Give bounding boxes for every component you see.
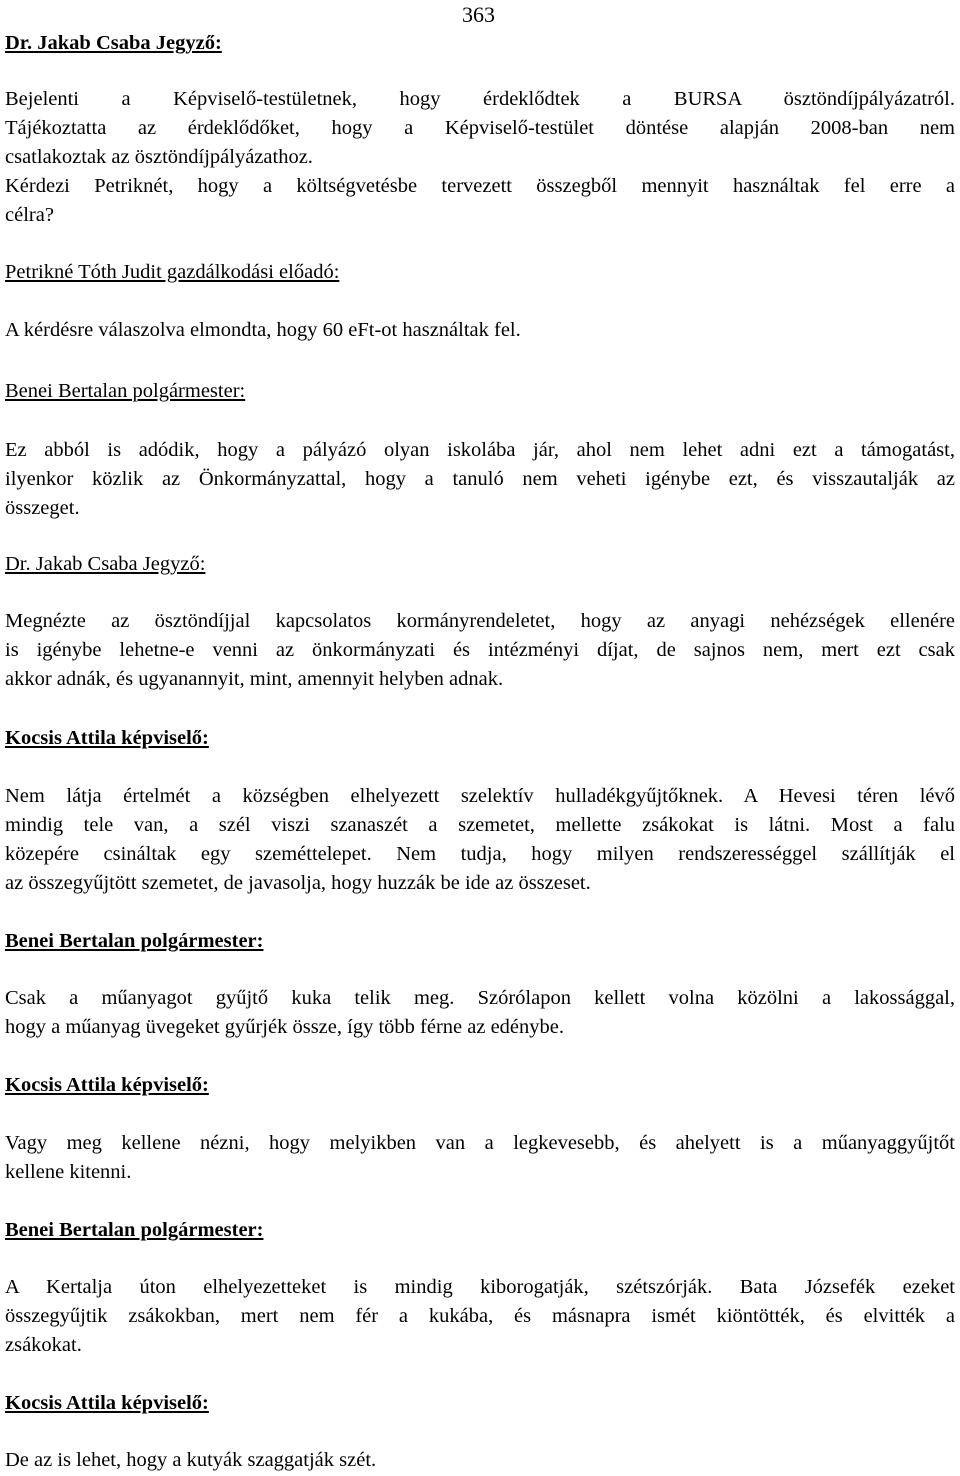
text-line: ilyenkor közlik az Önkormányzattal, hogy a tanuló nem veheti igénybe ezt, és visszautalják az bbox=[5, 468, 955, 490]
paragraph bbox=[5, 436, 955, 523]
text-line: A kérdésre válaszolva elmondta, hogy 60 eFt-ot használtak fel. bbox=[5, 319, 521, 341]
speaker-heading: Petrikné Tóth Judit gazdálkodási előadó: bbox=[5, 261, 340, 283]
speaker-heading: Dr. Jakab Csaba Jegyző: bbox=[5, 32, 222, 54]
text-line: is igénybe lehetne-e venni az önkormányzati és intézményi díjat, de sajnos nem, mert ezt csak bbox=[5, 639, 955, 661]
text-line: Csak a műanyagot gyűjtő kuka telik meg. Szórólapon kellett volna közölni a lakossággal, bbox=[5, 987, 955, 1009]
text-line: zsákokat. bbox=[5, 1334, 82, 1356]
speaker-heading: Benei Bertalan polgármester: bbox=[5, 380, 246, 402]
text-line: Megnézte az ösztöndíjjal kapcsolatos kormányrendeletet, hogy az anyagi nehézségek ellenére bbox=[5, 610, 955, 632]
text-line: csatlakoztak az ösztöndíjpályázathoz. bbox=[5, 146, 313, 168]
speaker-heading: Dr. Jakab Csaba Jegyző: bbox=[5, 553, 206, 575]
paragraph bbox=[5, 782, 955, 898]
text-line: Vagy meg kellene nézni, hogy melyikben van a legkevesebb, és ahelyett is a műanyaggyűjtőt bbox=[5, 1132, 955, 1154]
text-line: közepére csináltak egy szeméttelepet. Nem tudja, hogy milyen rendszerességgel szállítják el bbox=[5, 843, 955, 865]
paragraph bbox=[5, 85, 955, 230]
text-line: Bejelenti a Képviselő-testületnek, hogy érdeklődtek a BURSA ösztöndíjpályázatról. bbox=[5, 88, 955, 110]
speaker-heading: Kocsis Attila képviselő: bbox=[5, 727, 209, 749]
speaker-heading: Benei Bertalan polgármester: bbox=[5, 930, 264, 952]
paragraph bbox=[5, 607, 955, 694]
page-number: 363 bbox=[462, 2, 495, 27]
speaker-heading: Kocsis Attila képviselő: bbox=[5, 1392, 209, 1414]
text-line: A Kertalja úton elhelyezetteket is mindig kiborogatják, szétszórják. Bata Józsefék ezeket bbox=[5, 1276, 955, 1298]
paragraph bbox=[5, 1273, 955, 1360]
text-line: hogy a műanyag üvegeket gyűrjék össze, így több férne az edénybe. bbox=[5, 1016, 564, 1038]
text-line: összeget. bbox=[5, 497, 80, 519]
paragraph bbox=[5, 1446, 955, 1475]
paragraph bbox=[5, 316, 955, 345]
text-line: Kérdezi Petriknét, hogy a költségvetésbe tervezett összegből mennyit használtak fel erre a bbox=[5, 175, 955, 197]
text-line: akkor adnák, és ugyanannyit, mint, amennyit helyben adnak. bbox=[5, 668, 504, 690]
text-line: mindig tele van, a szél viszi szanaszét a szemetet, mellette zsákokat is látni. Most a falu bbox=[5, 814, 955, 836]
text-line: kellene kitenni. bbox=[5, 1161, 132, 1183]
text-line: az összegyűjtött szemetet, de javasolja, hogy huzzák be ide az összeset. bbox=[5, 872, 591, 894]
text-line: célra? bbox=[5, 204, 54, 226]
paragraph bbox=[5, 984, 955, 1042]
text-line: Nem látja értelmét a községben elhelyezett szelektív hulladékgyűjtőknek. A Hevesi téren lévő bbox=[5, 785, 955, 807]
text-line: összegyűjtik zsákokban, mert nem fér a kukába, és másnapra ismét kiöntötték, és elvitték a bbox=[5, 1305, 955, 1327]
speaker-heading: Kocsis Attila képviselő: bbox=[5, 1074, 209, 1096]
text-line: De az is lehet, hogy a kutyák szaggatják szét. bbox=[5, 1449, 377, 1471]
text-line: Ez abból is adódik, hogy a pályázó olyan iskolába jár, ahol nem lehet adni ezt a támogatást, bbox=[5, 439, 955, 461]
paragraph bbox=[5, 1129, 955, 1187]
speaker-heading: Benei Bertalan polgármester: bbox=[5, 1219, 264, 1241]
text-line: Tájékoztatta az érdeklődőket, hogy a Képviselő-testület döntése alapján 2008-ban nem bbox=[5, 117, 955, 139]
